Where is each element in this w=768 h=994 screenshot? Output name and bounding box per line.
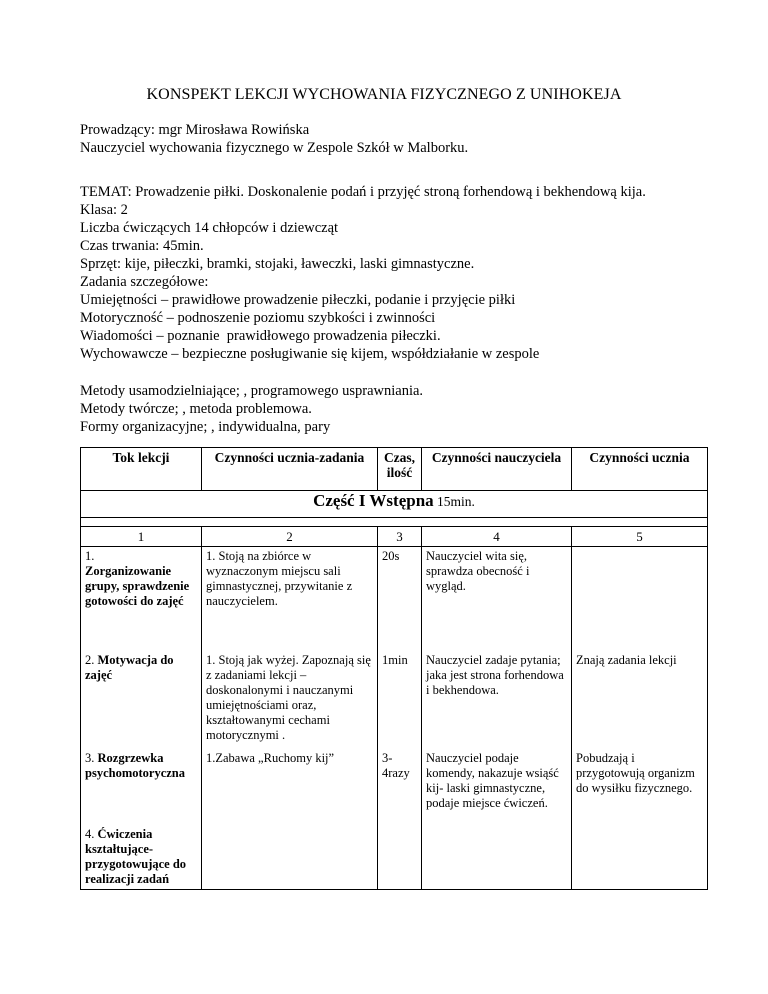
time-3: 3-4razy: [382, 751, 410, 780]
teacher-activity-3: Nauczyciel podaje komendy, nakazuje wsiąść kij- laski gimnastyczne, podaje miejsce ćwiczeń.: [426, 751, 559, 810]
section-title: Część I Wstępna: [313, 491, 434, 510]
equipment-line: Sprzęt: kije, piłeczki, bramki, stojaki, ławeczki, laski gimnastyczne.: [80, 256, 475, 272]
spacer-row: [81, 518, 708, 527]
activity-3: 1.Zabawa „Ruchomy kij”: [206, 751, 335, 765]
author-line: Nauczyciel wychowania fizycznego w Zespole Szkół w Malborku.: [80, 140, 469, 156]
step-label: Motywacja do zajęć: [85, 653, 174, 682]
step-label: Zorganizowanie grupy, sprawdzenie gotowości do zajęć: [85, 564, 190, 608]
step-2: [85, 653, 197, 751]
step-label: Ćwiczenia kształtujące-przygotowujące do realizacji zadań: [85, 827, 187, 886]
column-number-row: [81, 527, 708, 547]
task-skills: Umiejętności – prawidłowe prowadzenie piłeczki, podanie i przyjęcie piłki: [80, 292, 516, 308]
page-title: KONSPEKT LEKCJI WYCHOWANIA FIZYCZNEGO Z UNIHOKEJA: [146, 86, 622, 103]
step-number: 4.: [85, 827, 95, 841]
class-line: Klasa: 2: [80, 202, 128, 218]
column-number: 1: [81, 527, 202, 547]
table-row: [81, 547, 708, 890]
column-number: 2: [202, 527, 378, 547]
duration-line: Czas trwania: 45min.: [80, 238, 204, 254]
header-lesson-flow: Tok lekcji: [81, 448, 202, 491]
header-time: Czas, ilość: [378, 448, 422, 491]
author-block: [80, 121, 468, 157]
task-educational: Wychowawcze – bezpieczne posługiwanie się kijem, współdziałanie w zespole: [80, 346, 540, 362]
lesson-meta-block: [80, 183, 710, 363]
method-line: Metody usamodzielniające; , programowego usprawniania.: [80, 383, 424, 399]
header-student-activities: Czynności ucznia: [572, 448, 708, 491]
student-activity-1: [576, 549, 703, 653]
table-header-row: [81, 448, 708, 491]
student-activity-2: Znają zadania lekcji: [576, 653, 677, 667]
lesson-table: [80, 447, 708, 890]
tasks-heading: Zadania szczegółowe:: [80, 274, 209, 290]
section-duration: 15min.: [437, 494, 475, 509]
header-teacher-activities: Czynności nauczyciela: [422, 448, 572, 491]
methods-block: [80, 382, 423, 436]
column-number: 3: [378, 527, 422, 547]
method-line: Formy organizacyjne; , indywidualna, pary: [80, 419, 331, 435]
step-3: [85, 751, 197, 827]
teacher-activity-1: Nauczyciel wita się, sprawdza obecność i wygląd.: [426, 549, 530, 593]
section-row: [81, 491, 708, 518]
header-student-tasks: Czynności ucznia-zadania: [202, 448, 378, 491]
column-number: 4: [422, 527, 572, 547]
lesson-flow-cell: [81, 547, 202, 890]
column-number: 5: [572, 527, 708, 547]
task-knowledge: Wiadomości – poznanie prawidłowego prowadzenia piłeczki.: [80, 328, 441, 344]
section-heading: [81, 491, 708, 518]
step-number: 3.: [85, 751, 95, 765]
task-motor: Motoryczność – podnoszenie poziomu szybkości i zwinności: [80, 310, 436, 326]
topic-line: TEMAT: Prowadzenie piłki. Doskonalenie podań i przyjęć stroną forhendową i bekhendową kija.: [80, 184, 646, 200]
method-line: Metody twórcze; , metoda problemowa.: [80, 401, 312, 417]
student-activity-3: Pobudzają i przygotowują organizm do wysiłku fizycznego.: [576, 751, 695, 795]
student-activities-cell: [572, 547, 708, 890]
activity-1: 1. Stoją na zbiórce w wyznaczonym miejscu sali gimnastycznej, przywitanie z nauczycielem.: [206, 549, 353, 608]
participants-line: Liczba ćwiczących 14 chłopców i dziewcząt: [80, 220, 339, 236]
step-number: 1.: [85, 549, 95, 563]
step-4: [85, 827, 197, 887]
spacer-cell: [81, 518, 708, 527]
activity-2: 1. Stoją jak wyżej. Zapoznają się z zadaniami lekcji – doskonalonymi i nauczanymi umiejętnościami oraz, kształtowanymi cechami motorycznymi .: [206, 653, 371, 742]
step-label: Rozgrzewka psychomotoryczna: [85, 751, 185, 780]
time-2: 1min: [382, 653, 408, 667]
author-line: Prowadzący: mgr Mirosława Rowińska: [80, 122, 310, 138]
step-1: [85, 549, 197, 653]
student-tasks-cell: [202, 547, 378, 890]
step-number: 2.: [85, 653, 95, 667]
time-cell: [378, 547, 422, 890]
teacher-activity-2: Nauczyciel zadaje pytania; jaka jest strona forhendowa i bekhendowa.: [426, 653, 564, 697]
teacher-activities-cell: [422, 547, 572, 890]
time-1: 20s: [382, 549, 400, 563]
